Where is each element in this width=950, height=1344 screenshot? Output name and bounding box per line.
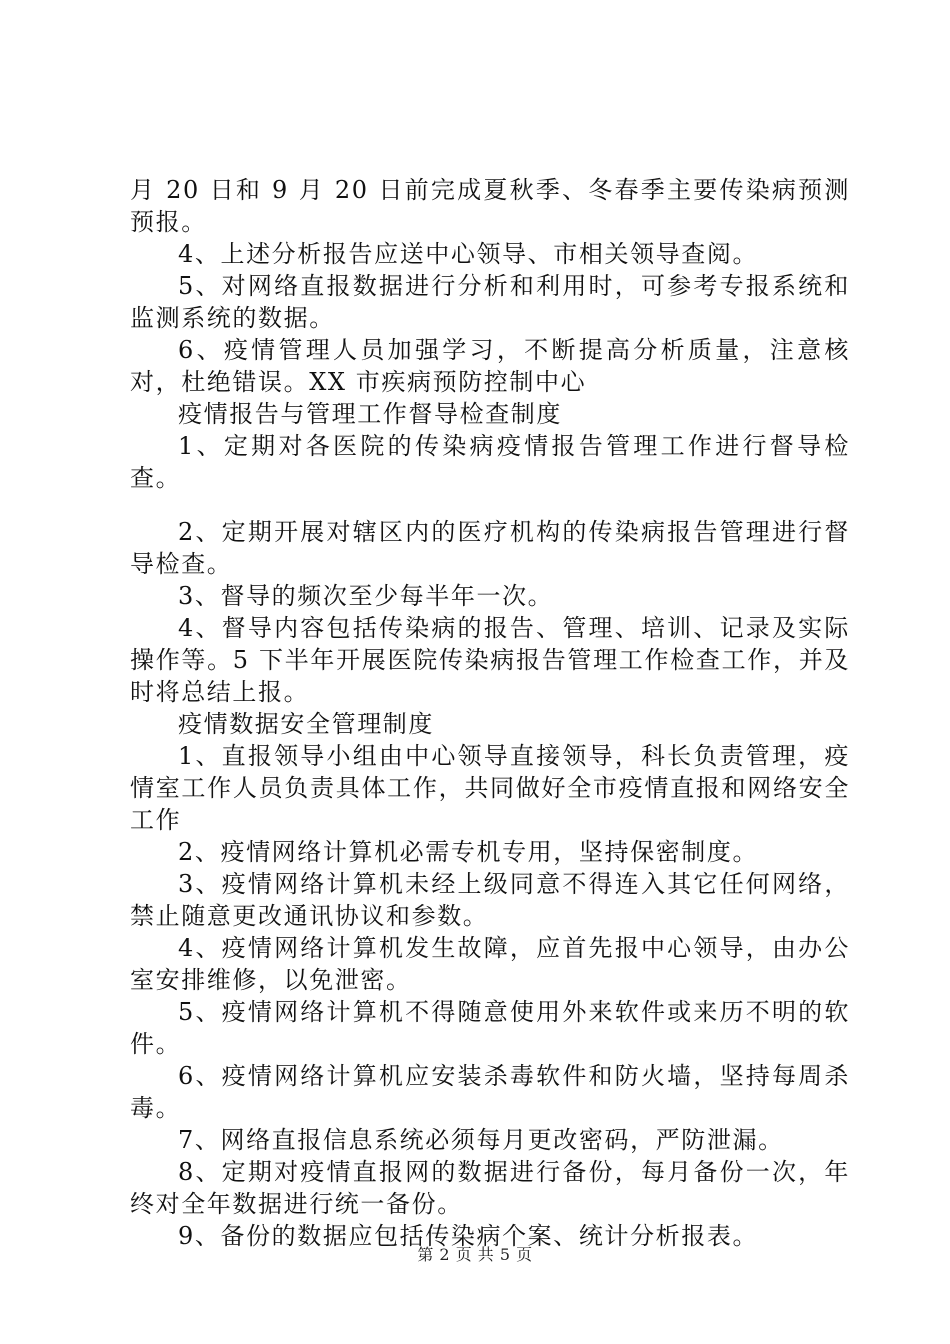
- paragraph-security-3: 3、疫情网络计算机未经上级同意不得连入其它任何网络，禁止随意更改通讯协议和参数。: [130, 870, 850, 930]
- paragraph-security-4: 4、疫情网络计算机发生故障，应首先报中心领导，由办公室安排维修，以免泄密。: [130, 934, 850, 994]
- section-heading-supervision: 疫情报告与管理工作督导检查制度: [178, 400, 562, 428]
- page-number-footer: 第 2 页 共 5 页: [417, 1245, 533, 1264]
- paragraph-supervision-4: 4、督导内容包括传染病的报告、管理、培训、记录及实际操作等。5 下半年开展医院传染病报告管理工作检查工作，并及时将总结上报。: [130, 614, 850, 706]
- paragraph-item-4-report-review: 4、上述分析报告应送中心领导、市相关领导查阅。: [178, 240, 759, 268]
- paragraph-security-2: 2、疫情网络计算机必需专机专用，坚持保密制度。: [178, 838, 759, 866]
- paragraph-security-8: 8、定期对疫情直报网的数据进行备份，每月备份一次，年终对全年数据进行统一备份。: [130, 1158, 850, 1218]
- paragraph-continuation: 月 20 日和 9 月 20 日前完成夏秋季、冬春季主要传染病预测预报。: [130, 176, 850, 236]
- paragraph-supervision-3: 3、督导的频次至少每半年一次。: [178, 582, 554, 610]
- paragraph-security-6: 6、疫情网络计算机应安装杀毒软件和防火墙，坚持每周杀毒。: [130, 1062, 850, 1122]
- paragraph-security-7: 7、网络直报信息系统必须每月更改密码，严防泄漏。: [178, 1126, 784, 1154]
- paragraph-security-1: 1、直报领导小组由中心领导直接领导，科长负责管理，疫情室工作人员负责具体工作，共同做好全市疫情直报和网络安全工作: [130, 742, 850, 834]
- paragraph-item-6-staff-study: 6、疫情管理人员加强学习，不断提高分析质量，注意核对，杜绝错误。XX 市疾病预防控制中心: [130, 336, 850, 396]
- paragraph-security-9: 9、备份的数据应包括传染病个案、统计分析报表。: [178, 1222, 759, 1250]
- paragraph-supervision-2: 2、定期开展对辖区内的医疗机构的传染病报告管理进行督导检查。: [130, 518, 850, 578]
- document-body: [130, 174, 850, 1252]
- section-heading-data-security: 疫情数据安全管理制度: [178, 710, 434, 738]
- paragraph-supervision-1: 1、定期对各医院的传染病疫情报告管理工作进行督导检查。: [130, 432, 850, 492]
- paragraph-security-5: 5、疫情网络计算机不得随意使用外来软件或来历不明的软件。: [130, 998, 850, 1058]
- paragraph-item-5-data-analysis: 5、对网络直报数据进行分析和利用时，可参考专报系统和监测系统的数据。: [130, 272, 850, 332]
